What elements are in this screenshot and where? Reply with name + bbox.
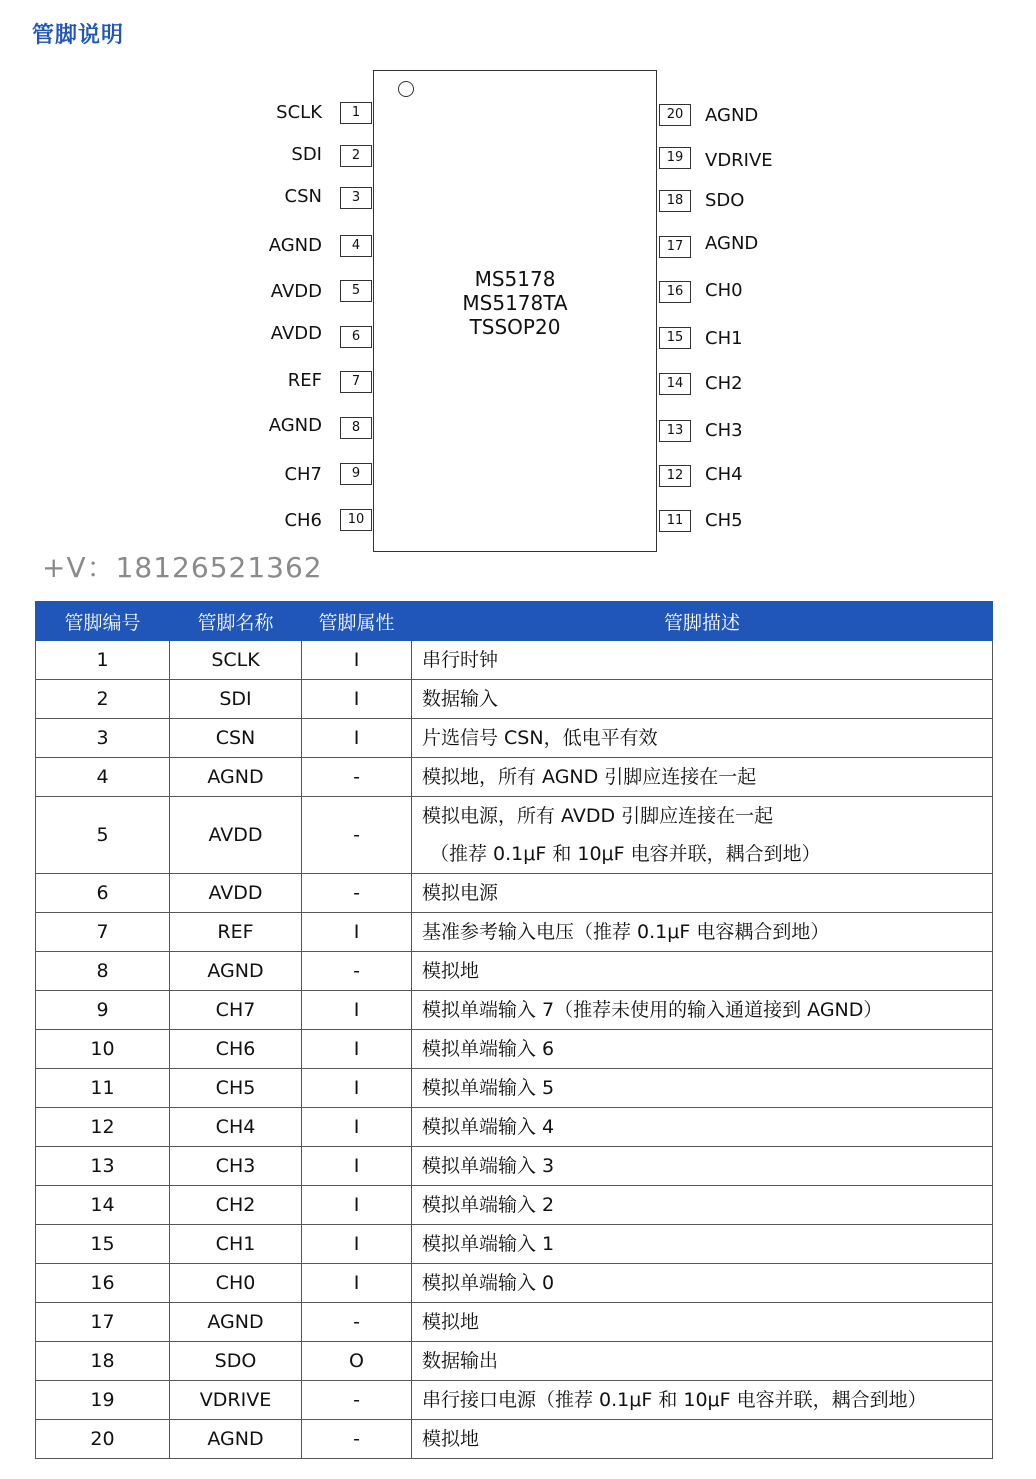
table-row <box>36 1069 993 1108</box>
pin-name-label: SDO <box>705 190 745 211</box>
pin-name-label: AVDD <box>270 281 322 302</box>
cell-pin-name: AVDD <box>170 874 302 913</box>
pin-number-box: 4 <box>340 235 372 257</box>
table-row <box>36 991 993 1030</box>
cell-pin-name: AVDD <box>170 797 302 874</box>
cell-pin-number: 19 <box>36 1381 170 1420</box>
cell-pin-description <box>412 797 993 874</box>
pin-name-label: CH7 <box>284 464 322 485</box>
cell-pin-description: 模拟电源 <box>412 874 993 913</box>
cell-pin-name: CH1 <box>170 1225 302 1264</box>
cell-pin-attribute: - <box>302 952 412 991</box>
pin-number-box: 2 <box>340 145 372 167</box>
cell-pin-number: 5 <box>36 797 170 874</box>
pin-number-box: 1 <box>340 102 372 124</box>
pin-name-label: CH4 <box>705 464 743 485</box>
cell-pin-description: 模拟单端输入 4 <box>412 1108 993 1147</box>
pin-name-label: AGND <box>268 415 322 436</box>
cell-pin-attribute: - <box>302 1381 412 1420</box>
cell-pin-name: SCLK <box>170 641 302 680</box>
cell-pin-attribute: I <box>302 1225 412 1264</box>
cell-pin-attribute: I <box>302 1030 412 1069</box>
pin-description-table <box>35 601 993 1459</box>
cell-pin-description: 基准参考输入电压（推荐 0.1μF 电容耦合到地） <box>412 913 993 952</box>
table-row <box>36 1381 993 1420</box>
table-row <box>36 1108 993 1147</box>
cell-pin-name: CH4 <box>170 1108 302 1147</box>
cell-pin-description: 串行时钟 <box>412 641 993 680</box>
cell-pin-number: 4 <box>36 758 170 797</box>
pin-number-box: 17 <box>659 236 691 258</box>
cell-pin-attribute: I <box>302 1264 412 1303</box>
table-header-row <box>36 602 993 641</box>
cell-pin-description: 片选信号 CSN，低电平有效 <box>412 719 993 758</box>
cell-pin-number: 8 <box>36 952 170 991</box>
table-row <box>36 1030 993 1069</box>
pin-number-box: 3 <box>340 187 372 209</box>
header-pin-name: 管脚名称 <box>170 602 302 641</box>
table-row <box>36 952 993 991</box>
pin-number-box: 5 <box>340 280 372 302</box>
cell-pin-number: 6 <box>36 874 170 913</box>
pin-name-label: REF <box>287 370 322 391</box>
cell-pin-name: CSN <box>170 719 302 758</box>
pin-number-box: 15 <box>659 327 691 349</box>
pin-number-box: 7 <box>340 371 372 393</box>
pin-number-box: 13 <box>659 420 691 442</box>
pin-name-label: CH6 <box>284 510 322 531</box>
cell-pin-description: 模拟地 <box>412 952 993 991</box>
cell-pin-attribute: O <box>302 1342 412 1381</box>
cell-pin-name: SDO <box>170 1342 302 1381</box>
pin-name-label: AVDD <box>270 323 322 344</box>
cell-pin-description: 模拟地，所有 AGND 引脚应连接在一起 <box>412 758 993 797</box>
pin-name-label: AGND <box>705 105 759 126</box>
pin-name-label: SCLK <box>276 102 322 123</box>
table-row <box>36 874 993 913</box>
cell-pin-attribute: I <box>302 1186 412 1225</box>
pin-number-box: 20 <box>659 104 691 126</box>
pin-name-label: AGND <box>268 235 322 256</box>
table-row <box>36 680 993 719</box>
pin-number-box: 12 <box>659 465 691 487</box>
header-pin-attribute: 管脚属性 <box>302 602 412 641</box>
cell-pin-description: 模拟单端输入 7（推荐未使用的输入通道接到 AGND） <box>412 991 993 1030</box>
cell-pin-description: 模拟单端输入 5 <box>412 1069 993 1108</box>
pin-number-box: 10 <box>340 509 372 531</box>
pin-number-box: 6 <box>340 326 372 348</box>
chip-part-number: MS5178 <box>474 267 556 291</box>
cell-pin-number: 20 <box>36 1420 170 1459</box>
pin-name-label: CH0 <box>705 280 743 301</box>
chip-package: TSSOP20 <box>469 315 561 339</box>
cell-pin-name: CH2 <box>170 1186 302 1225</box>
header-pin-number: 管脚编号 <box>36 602 170 641</box>
table-row <box>36 1264 993 1303</box>
cell-pin-attribute: I <box>302 1147 412 1186</box>
cell-pin-attribute: I <box>302 1069 412 1108</box>
table-row <box>36 1303 993 1342</box>
cell-pin-attribute: I <box>302 991 412 1030</box>
cell-pin-number: 2 <box>36 680 170 719</box>
pin1-marker-icon <box>398 81 414 97</box>
pin-name-label: SDI <box>291 144 322 165</box>
cell-pin-attribute: - <box>302 797 412 874</box>
pin-number-box: 19 <box>659 147 691 169</box>
cell-pin-description: 模拟单端输入 2 <box>412 1186 993 1225</box>
chip-label <box>374 267 656 339</box>
cell-pin-description: 数据输入 <box>412 680 993 719</box>
cell-pin-attribute: - <box>302 758 412 797</box>
pin-name-label: CH3 <box>705 420 743 441</box>
description-line: 模拟电源，所有 AVDD 引脚应连接在一起 <box>422 805 774 827</box>
cell-pin-description: 模拟地 <box>412 1420 993 1459</box>
table-row <box>36 641 993 680</box>
cell-pin-number: 11 <box>36 1069 170 1108</box>
cell-pin-description: 数据输出 <box>412 1342 993 1381</box>
pin-name-label: CH1 <box>705 328 743 349</box>
table-row <box>36 1225 993 1264</box>
cell-pin-name: VDRIVE <box>170 1381 302 1420</box>
table-row <box>36 758 993 797</box>
cell-pin-attribute: I <box>302 641 412 680</box>
cell-pin-attribute: I <box>302 1108 412 1147</box>
cell-pin-attribute: I <box>302 913 412 952</box>
section-title: 管脚说明 <box>32 23 125 48</box>
table-row <box>36 719 993 758</box>
cell-pin-name: CH6 <box>170 1030 302 1069</box>
cell-pin-name: CH0 <box>170 1264 302 1303</box>
cell-pin-number: 1 <box>36 641 170 680</box>
pin-number-box: 9 <box>340 463 372 485</box>
watermark-contact: +V：18126521362 <box>42 551 323 584</box>
cell-pin-description: 模拟单端输入 1 <box>412 1225 993 1264</box>
cell-pin-number: 18 <box>36 1342 170 1381</box>
description-note: （推荐 0.1μF 和 10μF 电容并联，耦合到地） <box>430 843 821 865</box>
cell-pin-number: 15 <box>36 1225 170 1264</box>
cell-pin-name: AGND <box>170 1420 302 1459</box>
table-row <box>36 1186 993 1225</box>
cell-pin-description: 串行接口电源（推荐 0.1μF 和 10μF 电容并联，耦合到地） <box>412 1381 993 1420</box>
cell-pin-name: CH7 <box>170 991 302 1030</box>
cell-pin-name: CH3 <box>170 1147 302 1186</box>
cell-pin-name: AGND <box>170 1303 302 1342</box>
pin-name-label: AGND <box>705 233 759 254</box>
header-pin-description: 管脚描述 <box>412 602 993 641</box>
cell-pin-name: REF <box>170 913 302 952</box>
cell-pin-description: 模拟地 <box>412 1303 993 1342</box>
cell-pin-attribute: - <box>302 1303 412 1342</box>
chip-part-number-variant: MS5178TA <box>462 291 568 315</box>
cell-pin-number: 17 <box>36 1303 170 1342</box>
cell-pin-number: 10 <box>36 1030 170 1069</box>
cell-pin-number: 16 <box>36 1264 170 1303</box>
pin-number-box: 18 <box>659 190 691 212</box>
cell-pin-name: SDI <box>170 680 302 719</box>
cell-pin-attribute: I <box>302 680 412 719</box>
cell-pin-description: 模拟单端输入 0 <box>412 1264 993 1303</box>
cell-pin-attribute: - <box>302 874 412 913</box>
cell-pin-number: 13 <box>36 1147 170 1186</box>
cell-pin-number: 7 <box>36 913 170 952</box>
pin-number-box: 11 <box>659 510 691 532</box>
cell-pin-number: 12 <box>36 1108 170 1147</box>
pin-number-box: 8 <box>340 417 372 439</box>
pin-name-label: CH5 <box>705 510 743 531</box>
table-body <box>36 641 993 1459</box>
table-row <box>36 1420 993 1459</box>
cell-pin-description: 模拟单端输入 6 <box>412 1030 993 1069</box>
cell-pin-attribute: - <box>302 1420 412 1459</box>
pin-name-label: CH2 <box>705 373 743 394</box>
cell-pin-attribute: I <box>302 719 412 758</box>
cell-pin-description: 模拟单端输入 3 <box>412 1147 993 1186</box>
cell-pin-number: 14 <box>36 1186 170 1225</box>
cell-pin-number: 9 <box>36 991 170 1030</box>
pin-name-label: VDRIVE <box>705 150 773 171</box>
pin-name-label: CSN <box>284 186 322 207</box>
pin-number-box: 14 <box>659 373 691 395</box>
cell-pin-name: AGND <box>170 758 302 797</box>
chip-body <box>373 70 657 552</box>
pin-number-box: 16 <box>659 281 691 303</box>
cell-pin-number: 3 <box>36 719 170 758</box>
table-row <box>36 1342 993 1381</box>
table-row <box>36 1147 993 1186</box>
cell-pin-name: AGND <box>170 952 302 991</box>
cell-pin-name: CH5 <box>170 1069 302 1108</box>
table-row <box>36 913 993 952</box>
table-row <box>36 797 993 874</box>
